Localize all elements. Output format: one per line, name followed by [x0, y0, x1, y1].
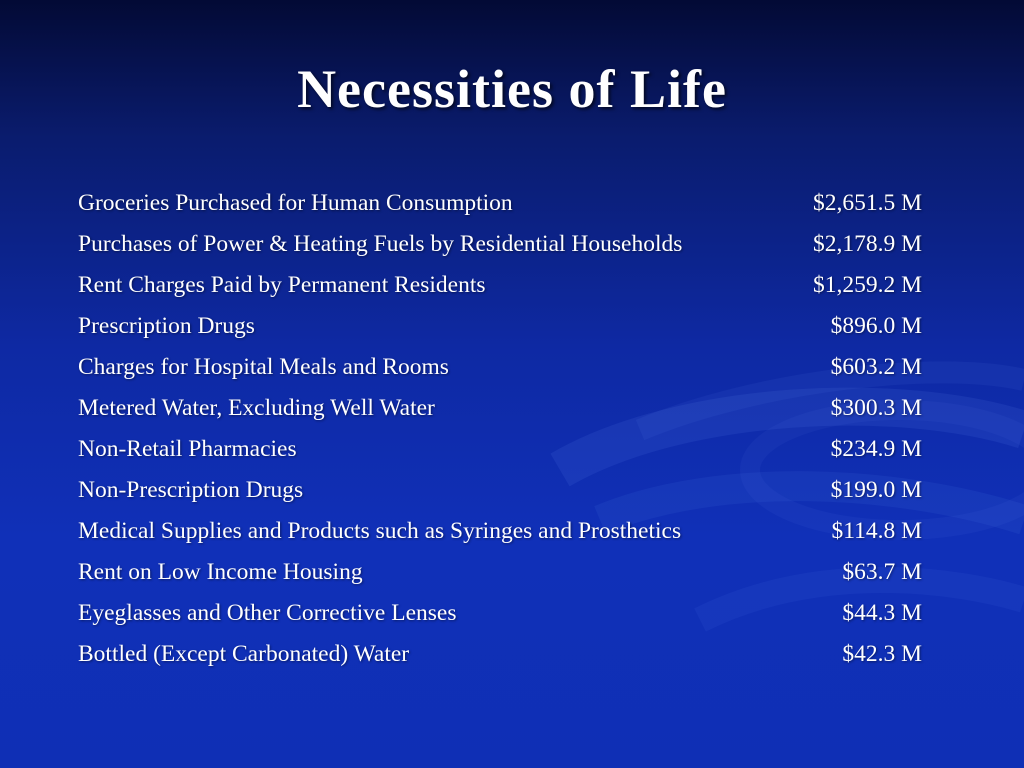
row-amount: $2,178.9 M: [812, 231, 922, 257]
row-label: Non-Retail Pharmacies: [78, 436, 297, 462]
table-row: [78, 477, 922, 518]
row-amount: $42.3 M: [842, 641, 922, 667]
row-label: Bottled (Except Carbonated) Water: [78, 641, 410, 667]
row-label: Groceries Purchased for Human Consumption: [78, 190, 513, 216]
row-amount: $896.0 M: [830, 313, 922, 339]
table-row: [78, 600, 922, 641]
table-row: [78, 190, 922, 231]
table-row: [78, 354, 922, 395]
row-amount: $603.2 M: [830, 354, 922, 380]
table-row: [78, 641, 922, 682]
row-label: Medical Supplies and Products such as Syringes and Prosthetics: [78, 518, 682, 544]
row-label: Purchases of Power & Heating Fuels by Residential Households: [78, 231, 683, 257]
row-amount: $2,651.5 M: [812, 190, 922, 216]
row-amount: $199.0 M: [830, 477, 922, 503]
table-row: [78, 395, 922, 436]
row-amount: $1,259.2 M: [812, 272, 922, 298]
expenditure-table: [78, 190, 922, 682]
row-label: Charges for Hospital Meals and Rooms: [78, 354, 449, 380]
table-row: [78, 559, 922, 600]
row-label: Rent Charges Paid by Permanent Residents: [78, 272, 486, 298]
table-row: [78, 436, 922, 477]
row-amount: $114.8 M: [831, 518, 922, 544]
row-label: Non-Prescription Drugs: [78, 477, 304, 503]
slide-title: Necessities of Life: [297, 59, 727, 119]
table-row: [78, 272, 922, 313]
table-row: [78, 518, 922, 559]
row-label: Eyeglasses and Other Corrective Lenses: [78, 600, 457, 626]
row-label: Prescription Drugs: [78, 313, 255, 339]
row-amount: $234.9 M: [830, 436, 922, 462]
row-amount: $300.3 M: [830, 395, 922, 421]
row-label: Metered Water, Excluding Well Water: [78, 395, 435, 421]
table-row: [78, 231, 922, 272]
table-row: [78, 313, 922, 354]
row-label: Rent on Low Income Housing: [78, 559, 363, 585]
row-amount: $44.3 M: [842, 600, 922, 626]
row-amount: $63.7 M: [842, 559, 922, 585]
